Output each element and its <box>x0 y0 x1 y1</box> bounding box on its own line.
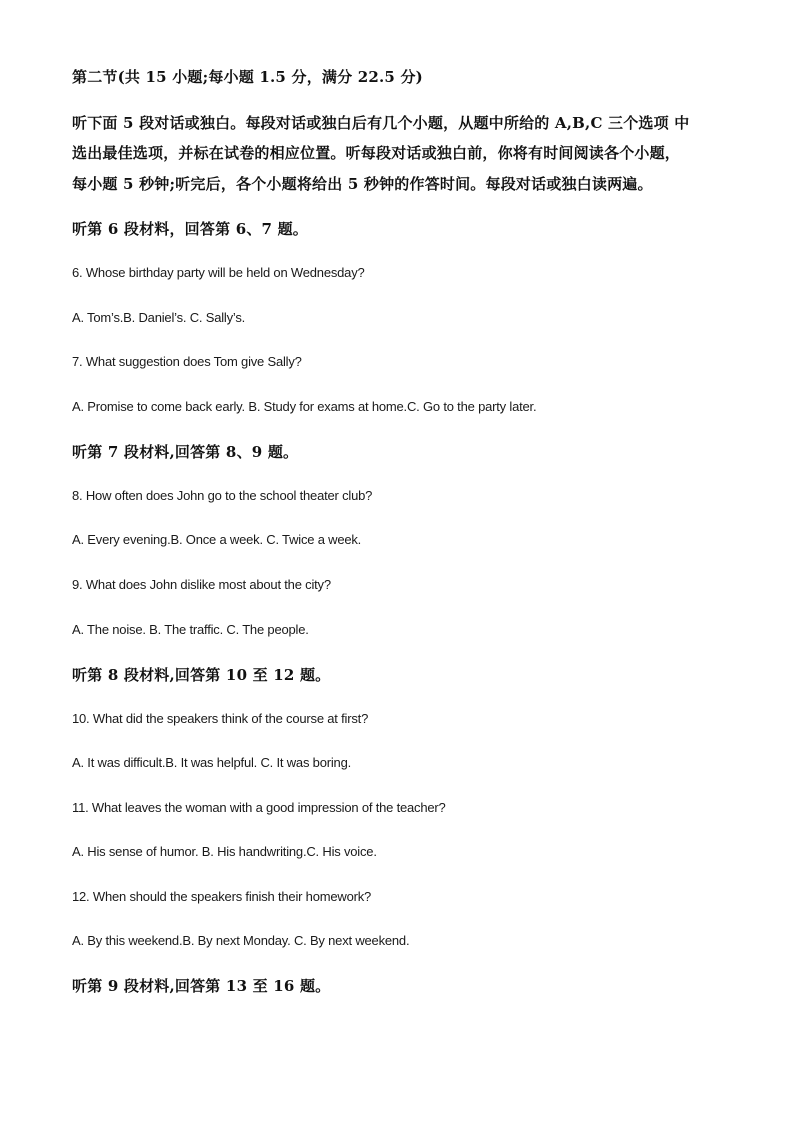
instructions-line-3: 每小题 5 秒钟;听完后，各个小题将给出 5 秒钟的作答时间。每段对话或独白读两遍。 <box>72 175 653 193</box>
question-8-stem: 8. How often does John go to the school theater club? <box>72 488 373 503</box>
question-8-options: A. Every evening.B. Once a week. C. Twice a week. <box>72 532 362 547</box>
question-9-stem: 9. What does John dislike most about the city? <box>72 577 331 592</box>
instructions-line-1: 听下面 5 段对话或独白。每段对话或独白后有几个小题，从题中所给的 A,B,C 三个选项 中 <box>72 114 690 132</box>
group-heading-8: 听第 8 段材料,回答第 10 至 12 题。 <box>72 666 331 684</box>
question-6-options: A. Tom’s.B. Daniel’s. C. Sally’s. <box>72 310 246 325</box>
question-9-options: A. The noise. B. The traffic. C. The people. <box>72 622 309 637</box>
question-6-stem: 6. Whose birthday party will be held on Wednesday? <box>72 265 365 280</box>
question-11-options: A. His sense of humor. B. His handwriting.C. His voice. <box>72 844 377 859</box>
group-heading-6: 听第 6 段材料，回答第 6、7 题。 <box>72 220 309 238</box>
question-7-options: A. Promise to come back early. B. Study for exams at home.C. Go to the party later. <box>72 399 537 414</box>
question-12-options: A. By this weekend.B. By next Monday. C. By next weekend. <box>72 933 410 948</box>
group-heading-7: 听第 7 段材料,回答第 8、9 题。 <box>72 443 299 461</box>
question-10-stem: 10. What did the speakers think of the course at first? <box>72 711 369 726</box>
section-title: 第二节(共 15 小题;每小题 1.5 分，满分 22.5 分) <box>72 68 423 86</box>
question-12-stem: 12. When should the speakers finish their homework? <box>72 889 372 904</box>
question-10-options: A. It was difficult.B. It was helpful. C. It was boring. <box>72 755 352 770</box>
group-heading-9: 听第 9 段材料,回答第 13 至 16 题。 <box>72 977 331 995</box>
question-7-stem: 7. What suggestion does Tom give Sally? <box>72 354 302 369</box>
question-11-stem: 11. What leaves the woman with a good impression of the teacher? <box>72 800 446 815</box>
instructions-line-2: 选出最佳选项，并标在试卷的相应位置。听每段对话或独白前，你将有时间阅读各个小题， <box>72 144 681 162</box>
